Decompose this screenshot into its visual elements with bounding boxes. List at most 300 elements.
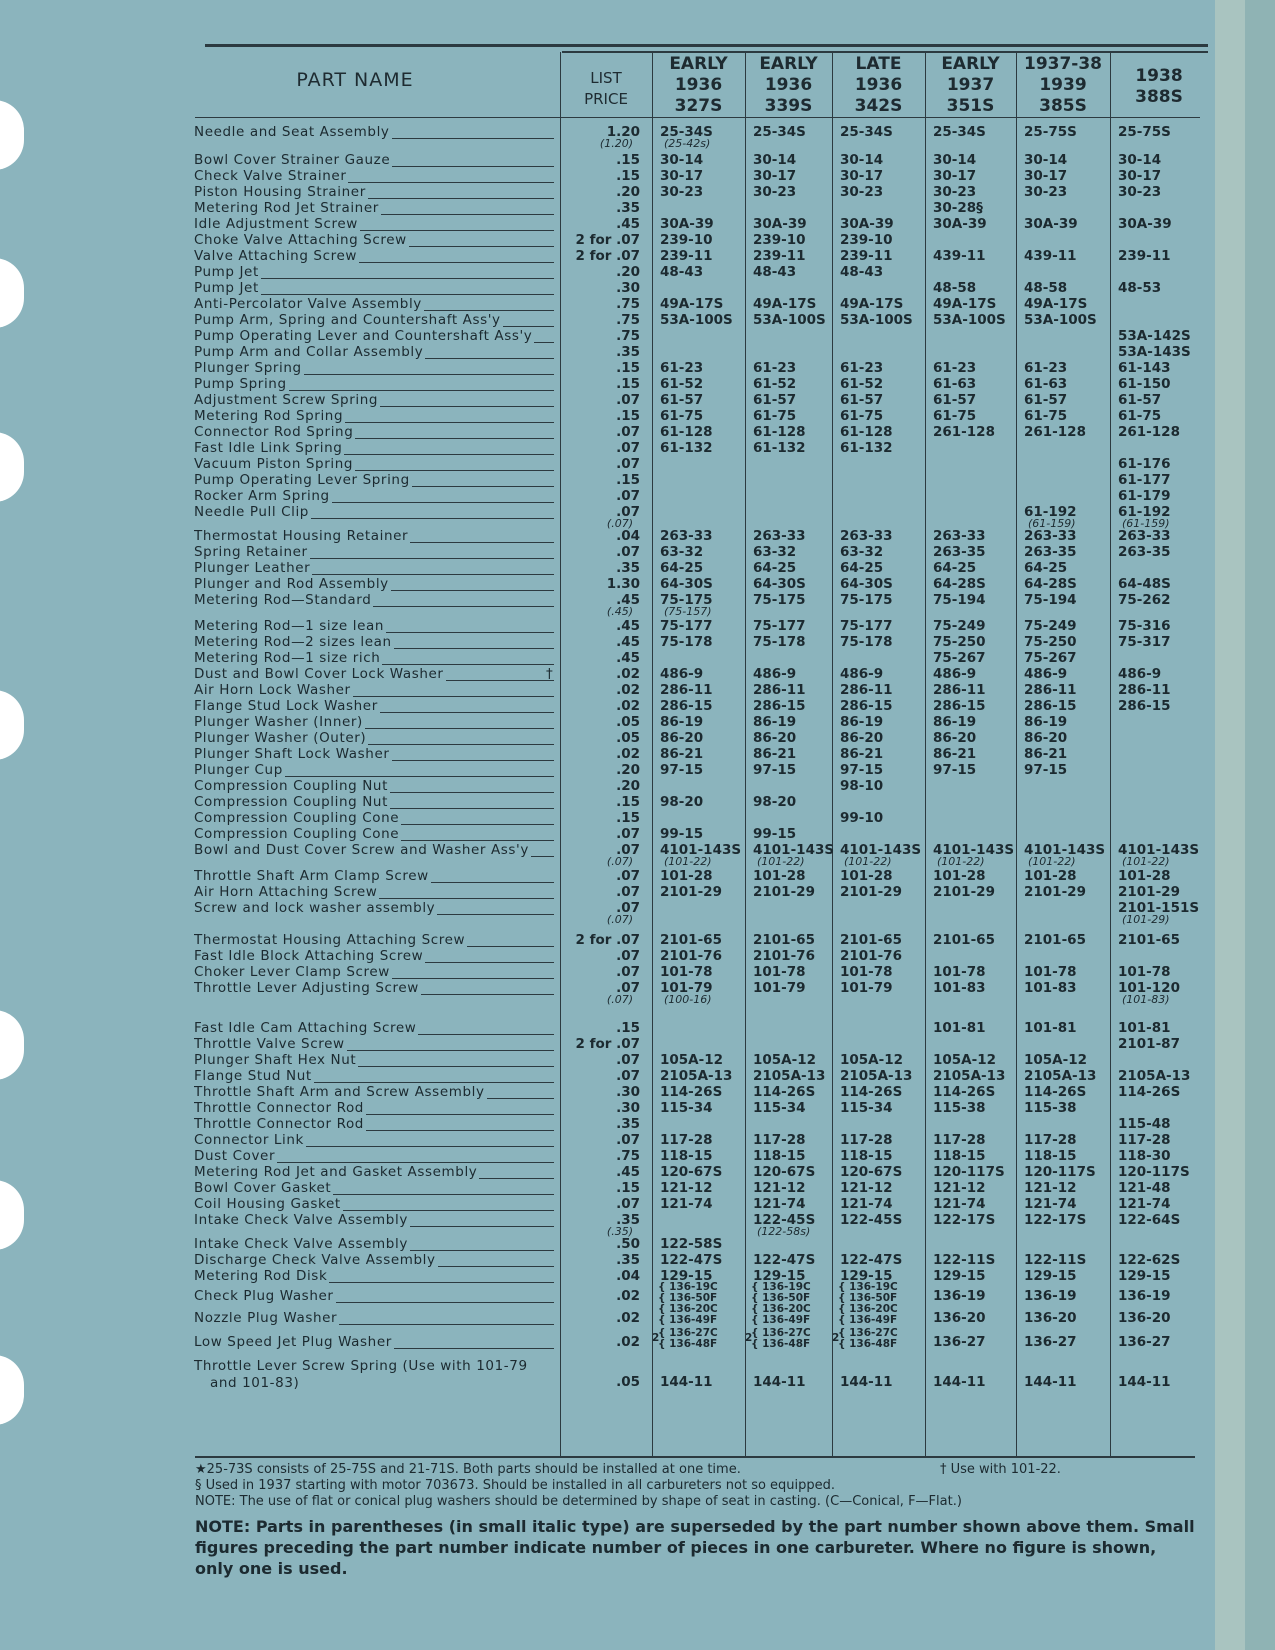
table-row	[0, 168, 1245, 185]
part-number: 101-79	[660, 980, 713, 996]
part-number: 261-128	[1118, 424, 1180, 440]
part-number: 114-26S	[753, 1084, 816, 1100]
part-name-text: Plunger Leather	[194, 560, 311, 576]
list-price: .45	[616, 592, 640, 608]
part-number: 75-262	[1118, 592, 1171, 608]
superseded-part-number: (75-157)	[664, 605, 712, 618]
list-price-header-line2: PRICE	[584, 90, 628, 108]
part-name-text: Choker Lever Clamp Screw	[194, 964, 390, 980]
part-name-text: Metering Rod—Standard	[194, 592, 372, 608]
list-price: .15	[616, 168, 640, 184]
part-number: 121-74	[1118, 1196, 1171, 1212]
part-number: 115-38	[1024, 1100, 1077, 1116]
part-number: 286-11	[840, 682, 893, 698]
washer-option: { 136-27C	[838, 1327, 898, 1339]
part-number: 30-17	[933, 168, 977, 184]
part-number: 114-26S	[1118, 1084, 1181, 1100]
part-number: 30A-39	[1118, 216, 1172, 232]
list-price: .20	[616, 762, 640, 778]
part-number: 117-28	[1118, 1132, 1171, 1148]
part-number: 61-57	[660, 392, 704, 408]
part-number: 61-23	[660, 360, 704, 376]
list-price: .75	[616, 312, 640, 328]
list-price: .07	[616, 488, 640, 504]
part-number: 115-34	[660, 1100, 713, 1116]
part-name	[194, 440, 554, 457]
part-name	[194, 666, 554, 683]
model-column-header-line: 327S	[674, 96, 723, 116]
part-name	[194, 392, 554, 409]
list-price: .07	[616, 1068, 640, 1084]
part-name-text: Coil Housing Gasket	[194, 1196, 341, 1212]
part-number: 63-32	[840, 544, 884, 560]
part-number: 61-128	[840, 424, 893, 440]
part-number: 30-28§	[933, 200, 983, 216]
part-number: 30-17	[1024, 168, 1068, 184]
part-number: 75-267	[933, 650, 986, 666]
footnote-star: ★25-73S consists of 25-75S and 21-71S. Both parts should be installed at one time.	[195, 1462, 741, 1477]
part-number: 97-15	[933, 762, 977, 778]
part-number: 129-15	[840, 1268, 893, 1284]
superseded-price: (.35)	[606, 1225, 633, 1238]
part-name-text: Intake Check Valve Assembly	[194, 1212, 408, 1228]
table-row	[0, 1132, 1245, 1149]
list-price: .07	[616, 1052, 640, 1068]
part-number: 86-21	[753, 746, 797, 762]
part-number: 101-120	[1118, 980, 1180, 996]
table-row	[0, 392, 1245, 409]
part-number: 53A-143S	[1118, 344, 1191, 360]
list-price: .20	[616, 264, 640, 280]
table-row	[0, 714, 1245, 731]
superseded-price: (.45)	[606, 605, 633, 618]
part-number: 144-11	[1024, 1374, 1077, 1390]
list-price: .02	[616, 682, 640, 698]
list-price: .30	[616, 280, 640, 296]
list-price-header-line1: LIST	[590, 69, 622, 87]
list-price: .02	[616, 1310, 640, 1326]
part-number: 4101-143S	[1024, 842, 1106, 858]
part-number: 286-11	[660, 682, 713, 698]
part-number: 118-15	[1024, 1148, 1077, 1164]
part-number: 2101-65	[753, 932, 815, 948]
part-number: 121-74	[660, 1196, 713, 1212]
washer-options	[658, 1282, 718, 1304]
part-number: 63-32	[753, 544, 797, 560]
table-row	[0, 1327, 1245, 1351]
part-number: 98-20	[753, 794, 797, 810]
washer-options	[745, 1327, 811, 1350]
part-name	[194, 1268, 554, 1285]
list-price: .07	[616, 964, 640, 980]
model-column-header-line: 339S	[764, 96, 813, 116]
list-price: .45	[616, 634, 640, 650]
table-row	[0, 1020, 1245, 1037]
table-row	[0, 488, 1245, 505]
part-number: 122-58S	[660, 1236, 723, 1252]
part-number: 75-175	[753, 592, 806, 608]
part-number: 129-15	[1118, 1268, 1171, 1284]
table-row	[0, 248, 1245, 265]
part-number: 75-194	[933, 592, 986, 608]
piece-count: 2	[745, 1332, 753, 1344]
part-number: 30-14	[933, 152, 977, 168]
part-name-text: Fast Idle Link Spring	[194, 440, 343, 456]
part-name-text: Metering Rod—1 size lean	[194, 618, 385, 634]
part-number: 486-9	[753, 666, 797, 682]
part-name	[194, 794, 554, 811]
part-number: 115-34	[753, 1100, 806, 1116]
part-number: 286-15	[1118, 698, 1171, 714]
part-number: 101-81	[933, 1020, 986, 1036]
part-name	[194, 730, 554, 747]
table-row	[0, 778, 1245, 795]
part-number: 144-11	[1118, 1374, 1171, 1390]
table-row	[0, 980, 1245, 1006]
part-number: 30A-39	[1024, 216, 1078, 232]
washer-option: { 136-27C	[658, 1327, 718, 1339]
part-name-text: Pump Spring	[194, 376, 287, 392]
washer-option: { 136-48F	[658, 1338, 718, 1350]
part-number: 101-28	[660, 868, 713, 884]
part-number: 105A-12	[753, 1052, 817, 1068]
part-number: 136-20	[1118, 1310, 1171, 1326]
part-name	[194, 964, 554, 981]
part-number: 129-15	[660, 1268, 713, 1284]
part-number: 97-15	[1024, 762, 1068, 778]
part-number: 4101-143S	[660, 842, 742, 858]
part-number: 75-194	[1024, 592, 1077, 608]
table-row	[0, 1196, 1245, 1213]
part-number: 61-192	[1118, 504, 1171, 520]
table-row	[0, 124, 1245, 150]
part-name-text: Compression Coupling Cone	[194, 826, 400, 842]
superseded-part-number: (101-22)	[664, 855, 712, 868]
washer-options	[751, 1282, 811, 1304]
part-name-text: Dust Cover	[194, 1148, 276, 1164]
part-name	[194, 618, 554, 635]
part-number: 122-62S	[1118, 1252, 1181, 1268]
part-number: 2101-76	[753, 948, 815, 964]
list-price: .07	[616, 868, 640, 884]
list-price: .07	[616, 392, 640, 408]
table-row	[0, 1084, 1245, 1101]
part-number: 75-177	[753, 618, 806, 634]
part-number: 2101-65	[1024, 932, 1086, 948]
part-number: 61-57	[840, 392, 884, 408]
part-number: 117-28	[660, 1132, 713, 1148]
part-number: 118-15	[660, 1148, 713, 1164]
washer-option: { 136-50F	[658, 1292, 718, 1304]
part-name-text: Thermostat Housing Attaching Screw	[194, 932, 466, 948]
part-number: 64-25	[660, 560, 704, 576]
washer-option: { 136-19C	[658, 1281, 718, 1293]
part-name-text: Plunger Cup	[194, 762, 283, 778]
part-number: 120-67S	[660, 1164, 723, 1180]
part-name	[194, 200, 554, 217]
part-number: 121-12	[840, 1180, 893, 1196]
superseded-part-number: (122-58s)	[757, 1225, 811, 1238]
table-row	[0, 1252, 1245, 1269]
part-number: 2101-76	[660, 948, 722, 964]
part-number: 4101-143S	[933, 842, 1015, 858]
part-number: 2105A-13	[933, 1068, 1006, 1084]
part-number: 86-19	[840, 714, 884, 730]
part-number: 122-11S	[1024, 1252, 1087, 1268]
washer-option: { 136-20C	[658, 1303, 718, 1315]
part-number: 30-17	[1118, 168, 1162, 184]
part-number: 86-21	[933, 746, 977, 762]
part-number: 49A-17S	[660, 296, 724, 312]
part-number: 144-11	[660, 1374, 713, 1390]
part-number: 86-19	[1024, 714, 1068, 730]
model-column-header-line: EARLY	[759, 54, 818, 74]
table-row	[0, 900, 1245, 926]
table-row	[0, 1068, 1245, 1085]
table-row	[0, 964, 1245, 981]
part-name-text: Plunger Spring	[194, 360, 302, 376]
table-row	[0, 730, 1245, 747]
part-number: 2105A-13	[660, 1068, 733, 1084]
part-number: 101-78	[753, 964, 806, 980]
model-column-header-line: 1937-38	[1023, 54, 1103, 74]
part-number: 61-128	[753, 424, 806, 440]
part-name	[194, 592, 554, 609]
washer-options	[832, 1327, 898, 1350]
part-number: 2101-65	[660, 932, 722, 948]
list-price: .75	[616, 1148, 640, 1164]
part-name	[194, 504, 554, 521]
part-name-text: Metering Rod Jet Strainer	[194, 200, 379, 216]
part-name-text: Pump Arm and Collar Assembly	[194, 344, 424, 360]
part-name	[194, 1132, 554, 1149]
list-price: .35	[616, 1252, 640, 1268]
superseded-part-number: (61-159)	[1122, 517, 1170, 530]
superseded-price: (1.20)	[599, 137, 633, 150]
part-number: 486-9	[1024, 666, 1068, 682]
part-name-continued: and 101-83)	[210, 1375, 300, 1391]
table-row	[0, 634, 1245, 651]
part-name-text: Air Horn Lock Washer	[194, 682, 351, 698]
part-name	[194, 650, 554, 667]
part-number: 53A-100S	[933, 312, 1006, 328]
part-number: 64-48S	[1118, 576, 1171, 592]
part-number: 120-67S	[753, 1164, 816, 1180]
part-name-text: Anti-Percolator Valve Assembly	[194, 296, 422, 312]
part-number: 261-128	[1024, 424, 1086, 440]
table-row	[0, 440, 1245, 457]
part-name	[194, 1100, 554, 1117]
part-number: 286-15	[660, 698, 713, 714]
list-price: .07	[616, 1132, 640, 1148]
part-number: 61-132	[753, 440, 806, 456]
table-row	[0, 698, 1245, 715]
part-number: 2101-29	[840, 884, 902, 900]
part-number: 53A-100S	[840, 312, 913, 328]
list-price: 2 for .07	[575, 1036, 640, 1052]
table-row	[0, 472, 1245, 489]
table-row	[0, 528, 1245, 545]
washer-option: { 136-20C	[838, 1303, 898, 1315]
table-row	[0, 232, 1245, 249]
part-name	[194, 634, 554, 651]
part-number: 30-14	[1118, 152, 1162, 168]
part-name-text: Throttle Shaft Arm and Screw Assembly	[194, 1084, 485, 1100]
part-name	[194, 900, 554, 917]
superseded-part-number: (101-22)	[844, 855, 892, 868]
part-number: 136-27	[933, 1334, 986, 1350]
superseded-price: (.07)	[606, 913, 633, 926]
part-number: 61-57	[1024, 392, 1068, 408]
model-column-header-line: 1939	[1039, 75, 1087, 95]
part-name-text: Check Plug Washer	[194, 1288, 334, 1304]
list-price: .07	[616, 424, 640, 440]
part-number: 101-78	[1024, 964, 1077, 980]
part-name	[194, 932, 554, 949]
washer-option: { 136-50F	[838, 1292, 898, 1304]
part-name-text: Compression Coupling Nut	[194, 794, 388, 810]
part-number: 263-33	[1118, 528, 1171, 544]
list-price: .07	[616, 504, 640, 520]
part-number: 30-17	[840, 168, 884, 184]
part-number: 2101-29	[1024, 884, 1086, 900]
part-name-text: Vacuum Piston Spring	[194, 456, 354, 472]
table-row	[0, 842, 1245, 868]
part-number: 120-67S	[840, 1164, 903, 1180]
washer-option: { 136-50F	[751, 1292, 811, 1304]
part-number: 122-64S	[1118, 1212, 1181, 1228]
part-number: 61-57	[753, 392, 797, 408]
part-number: 64-25	[933, 560, 977, 576]
part-number: 25-75S	[1024, 124, 1077, 140]
model-column-header-line: 1936	[764, 75, 813, 95]
part-number: 48-43	[753, 264, 797, 280]
part-name-text: Air Horn Attaching Screw	[194, 884, 378, 900]
part-number: 86-20	[1024, 730, 1068, 746]
part-number: 25-34S	[753, 124, 806, 140]
part-name	[194, 424, 554, 441]
table-row	[0, 1180, 1245, 1197]
part-number: 117-28	[933, 1132, 986, 1148]
part-name	[194, 1068, 554, 1085]
part-number: 120-117S	[1024, 1164, 1096, 1180]
part-number: 122-17S	[933, 1212, 996, 1228]
part-name-text: Metering Rod—1 size rich	[194, 650, 381, 666]
part-number: 121-12	[933, 1180, 986, 1196]
list-price: .45	[616, 618, 640, 634]
part-name	[194, 884, 554, 901]
part-number: 98-20	[660, 794, 704, 810]
part-number: 121-48	[1118, 1180, 1171, 1196]
part-number: 239-10	[660, 232, 713, 248]
part-name-text: Metering Rod Disk	[194, 1268, 328, 1284]
list-price: .35	[616, 560, 640, 576]
table-row	[0, 932, 1245, 949]
part-name	[194, 328, 554, 345]
part-number: 486-9	[1118, 666, 1162, 682]
list-price: 1.30	[606, 576, 640, 592]
part-number: 61-176	[1118, 456, 1171, 472]
table-row	[0, 810, 1245, 827]
part-number: 2101-65	[840, 932, 902, 948]
part-name-text: Low Speed Jet Plug Washer	[194, 1334, 392, 1350]
main-note	[195, 1516, 1200, 1579]
superseded-part-number: (101-22)	[1122, 855, 1170, 868]
part-name-text: Piston Housing Strainer	[194, 184, 366, 200]
part-number: 61-52	[660, 376, 704, 392]
part-number: 118-30	[1118, 1148, 1171, 1164]
part-number: 286-11	[1024, 682, 1077, 698]
part-name	[194, 762, 554, 779]
part-name-text: Metering Rod Spring	[194, 408, 344, 424]
part-name	[194, 746, 554, 763]
part-name-text: Adjustment Screw Spring	[194, 392, 379, 408]
part-name	[194, 576, 554, 593]
model-column-header-line: 1936	[674, 75, 723, 95]
part-number: 122-17S	[1024, 1212, 1087, 1228]
table-row	[0, 200, 1245, 217]
part-name	[194, 980, 554, 997]
part-number: 61-23	[933, 360, 977, 376]
part-name	[194, 1236, 554, 1253]
part-number: 64-30S	[840, 576, 893, 592]
part-number: 49A-17S	[753, 296, 817, 312]
part-number: 61-177	[1118, 472, 1171, 488]
part-number: 30-14	[753, 152, 797, 168]
part-name	[194, 826, 554, 843]
footnotes	[195, 1462, 1195, 1510]
part-number: 239-11	[840, 248, 893, 264]
part-number: 105A-12	[660, 1052, 724, 1068]
part-number: 263-35	[1024, 544, 1077, 560]
part-name-text: Nozzle Plug Washer	[194, 1310, 338, 1326]
table-row	[0, 884, 1245, 901]
part-number: 263-35	[1118, 544, 1171, 560]
table-row	[0, 948, 1245, 965]
table-row	[0, 408, 1245, 425]
part-number: 86-20	[840, 730, 884, 746]
part-name-text: Dust and Bowl Cover Lock Washer	[194, 666, 444, 682]
part-name	[194, 344, 554, 361]
part-name-text: Throttle Connector Rod	[194, 1116, 364, 1132]
part-name	[194, 1334, 554, 1351]
part-name	[194, 1212, 554, 1229]
part-number: 30-14	[660, 152, 704, 168]
part-name	[194, 312, 554, 329]
part-number: 122-47S	[660, 1252, 723, 1268]
table-row	[0, 746, 1245, 763]
part-number: 261-128	[933, 424, 995, 440]
part-number: 30A-39	[840, 216, 894, 232]
part-name	[194, 248, 554, 265]
part-name-text: Connector Rod Spring	[194, 424, 354, 440]
part-number: 239-10	[840, 232, 893, 248]
part-name	[194, 778, 554, 795]
part-number: 75-267	[1024, 650, 1077, 666]
part-name	[194, 1288, 554, 1305]
part-number: 117-28	[753, 1132, 806, 1148]
part-name-text: Metering Rod Jet and Gasket Assembly	[194, 1164, 478, 1180]
part-number: 101-83	[933, 980, 986, 996]
list-price: .15	[616, 1020, 640, 1036]
part-number: 48-53	[1118, 280, 1162, 296]
list-price: .15	[616, 794, 640, 810]
part-name	[194, 698, 554, 715]
part-number: 118-15	[753, 1148, 806, 1164]
part-number: 129-15	[933, 1268, 986, 1284]
part-name	[194, 232, 554, 249]
part-name	[194, 560, 554, 577]
